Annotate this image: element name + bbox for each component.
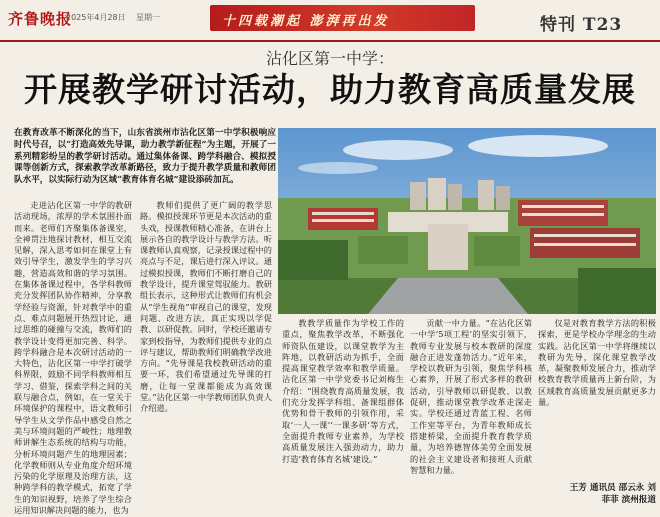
page-header — [0, 0, 660, 42]
article-column-5 — [538, 318, 656, 478]
campus-photo-illustration — [278, 128, 656, 314]
issue-date: 2025年4月28日 — [66, 13, 126, 22]
special-page-label: 特刊 T23 — [540, 15, 623, 35]
masthead-logo: 齐鲁晚报 — [8, 10, 73, 28]
article-column-2 — [140, 200, 272, 510]
byline-line-2: 菲菲 滨州报道 — [601, 495, 656, 505]
article-headline: 开展教学研讨活动，助力教育高质量发展 — [24, 70, 636, 109]
issue-weekday: 星期一 — [136, 13, 160, 22]
article-lead: 在教育改革不断深化的当下，山东省滨州市沾化区第一中学积极响应时代号召，以“打造高效先导课，助力教学新征程”为主题，开展了一系列精彩纷呈的教学研讨活动。通过集体备课、跨学科融合、模拟授课等创新方式，探索教学改革新路径，致力于提升教学质量和教师团队水平，以实际行动为区域“教育体育名城”建设添砖加瓦。 — [14, 128, 276, 186]
article-column-3 — [282, 318, 404, 510]
article-column-1 — [14, 200, 132, 516]
column-2-text: 教师们提供了更广阔的教学思路。模拟授课环节更是本次活动的重头戏，授课教师精心准备，在讲台上展示各自的教学设计与教学方法。听课教师认真观察，记录授课过程中的亮点与不足，课后进行深入评议。通过模拟授课，教师们不断打磨自己的教学设计，提升课堂驾驭能力。教研组长表示，这种形式让教师们有机会从“学生视角”审视自己的课堂，发现问题、改进方法，真正实现以学促教、以研促教。同时，学校还邀请专家到校指导，为教师们提供专业的点评与建议，帮助教师们明确教学改进方向。“先导课是我校教研活动的重要一环，我们希望通过先导课的打磨，让每一堂课都能成为高效课堂。”沾化区第一中学教师团队负责人介绍道。 — [140, 200, 272, 414]
article-byline — [540, 482, 656, 506]
column-1-text: 走进沾化区第一中学的教研活动现场，浓厚的学术氛围扑面而来。老师们齐聚集体备课室，全神贯注地探讨教材，相互交流见解，深入思考如何在课堂上有效引导学生，激发学生的学习兴趣，营造高效和谐的学习氛围。在集体备课过程中，各学科教师充分发挥团队协作精神，分享教学经验与资源，针对教学中的重点、难点问题展开热烈讨论，通过思维的碰撞与交流，教师们的教学设计变得更加完善、科学。跨学科融合是本次研讨活动的一大特色，沾化区第一中学打破学科界限，鼓励不同学科教师相互学习、借鉴，探索学科之间的关联与融合点，例如，在一堂关于环境保护的课程中，语文教师引导学生从文学作品中感受自然之美与环境问题的严峻性；地理教师讲解生态系统的结构与功能，分析环境问题产生的地理因素；化学教师则从专业角度介绍环境污染的化学原理及治理方法，这种跨学科的教学模式，拓宽了学生的知识视野，培养了学生综合运用知识解决问题的能力，也为 — [14, 200, 132, 516]
banner-slogan: 十四载潮起 澎湃再出发 — [222, 14, 390, 29]
article-subhead: 沾化区第一中学： — [265, 49, 394, 68]
campus-aerial-photo — [278, 128, 656, 314]
column-3-text: 教教学质量作为学校工作的重点，聚焦教学改革，不断强化师资队伍建设，以课堂教学为主阵地，以教研活动为抓手，全面提高课堂教学效率和教学质量。沾化区第一中学党委书记刘梅生介绍：“围绕教育高质量发展，我们充分发挥学科组、备课组群体优势和骨干教师的引领作用，采取‘一人一课’‘一课多研’等方式，全面提升教师专业素养，为学校高质量发展注入强劲动力，助力打造‘教育体育名城’建设。” — [282, 318, 404, 464]
anniversary-banner — [210, 5, 475, 31]
column-5-text: 仅是对教育教学方法的积极探索，更是学校办学理念的生动实践。沾化区第一中学将继续以教研为先导，深化课堂教学改革，凝聚教师发展合力，推动学校教育教学质量再上新台阶，为区域教育高质量发展贡献更多力量。 — [538, 318, 656, 408]
column-4-text: 贡献一中力量。“在沾化区第一中学‘5项工程’的坚实引领下，教师专业发展与校本教研的深度融合正进发蓬勃活力。”近年来，学校以教研为引领，聚焦学科核心素养，开展了形式多样的教研活动，引导教师以研促教、以教促研，推动课堂教学改革走深走实。学校还通过青蓝工程、名师工作室等平台，为青年教师成长搭建桥梁，全面提升教育教学质量，为培养德智体美劳全面发展的社会主义建设者和接班人贡献智慧和力量。 — [410, 318, 532, 475]
byline-line-1: 王芳 通讯员 邵云永 刘 — [569, 483, 656, 493]
article-column-4 — [410, 318, 532, 510]
